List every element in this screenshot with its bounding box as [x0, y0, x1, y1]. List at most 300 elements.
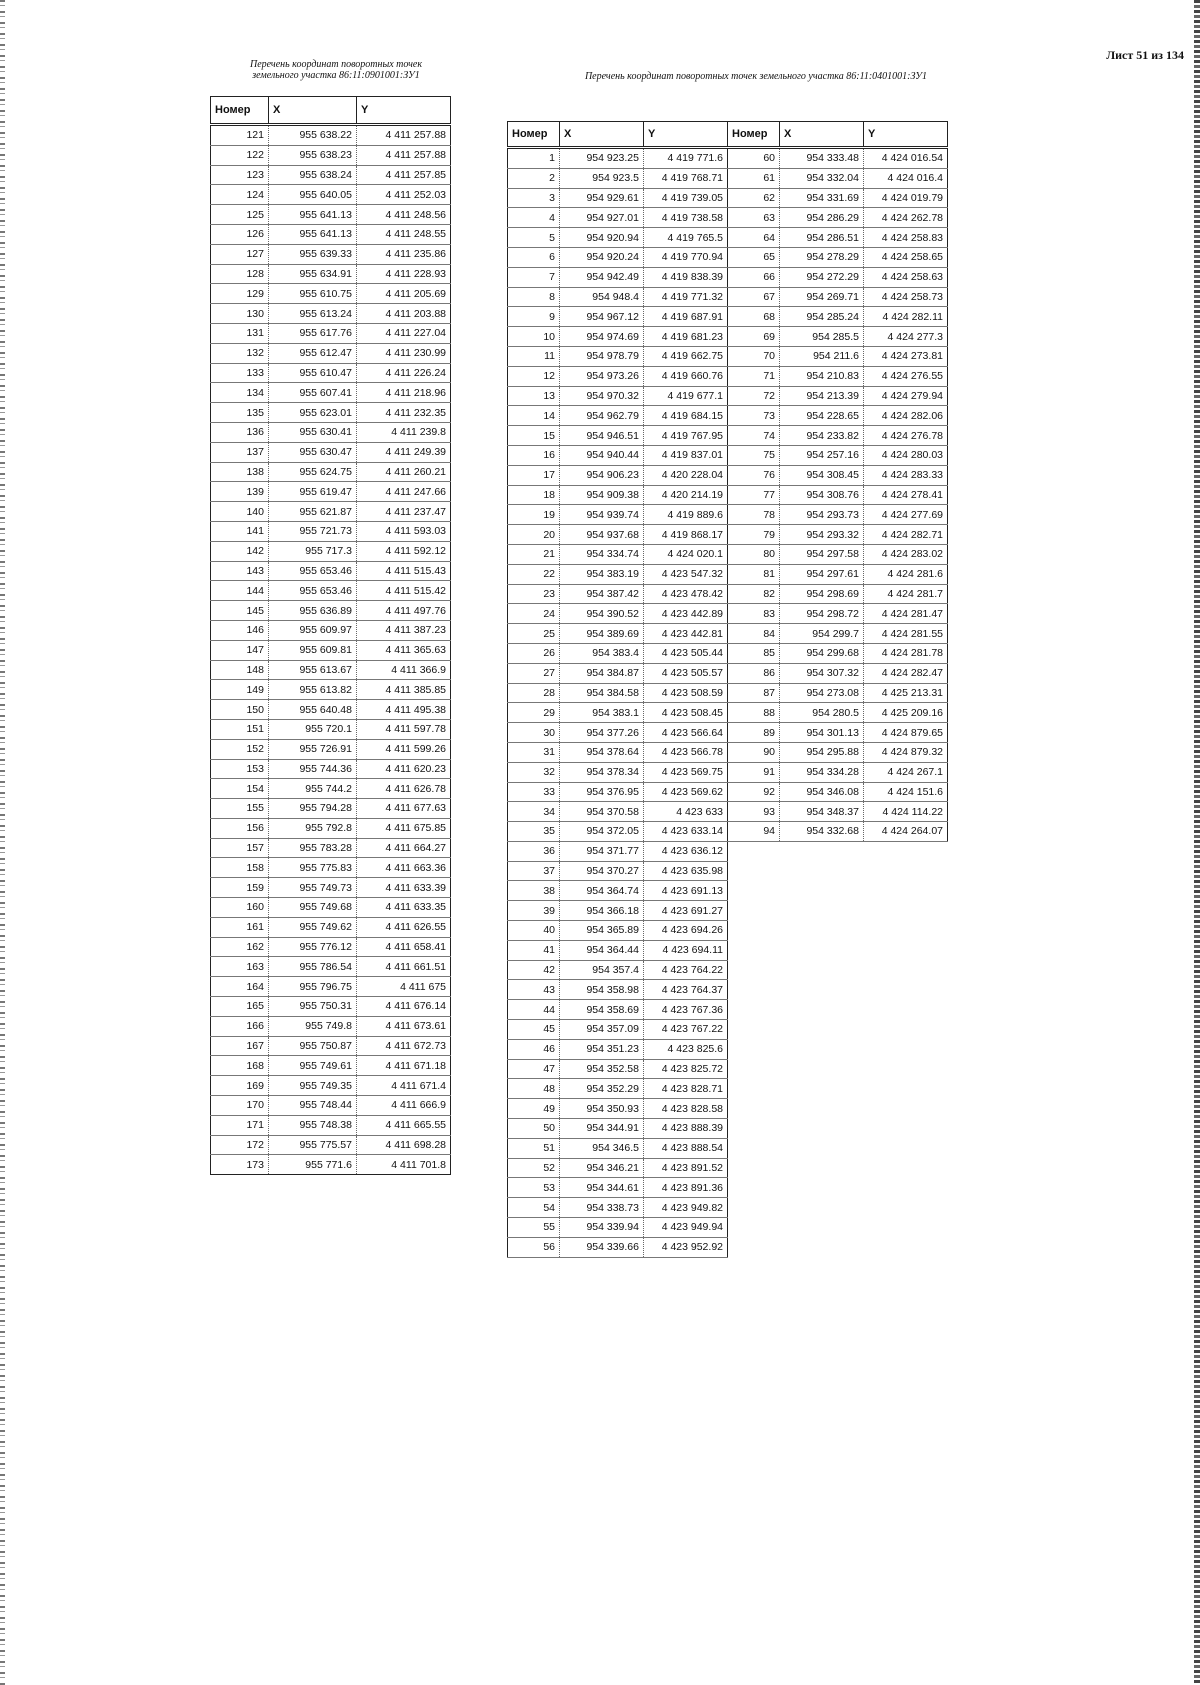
table-cell: 954 384.58 [560, 683, 644, 703]
table-cell: 61 [728, 168, 780, 188]
table-cell: 4 424 258.83 [864, 228, 948, 248]
table-cell: 954 973.26 [560, 366, 644, 386]
table-cell: 954 920.24 [560, 247, 644, 267]
table-cell: 954 970.32 [560, 386, 644, 406]
table-cell: 955 607.41 [269, 383, 357, 403]
table-cell: 68 [728, 307, 780, 327]
table-cell: 49 [508, 1099, 560, 1119]
table-cell: 4 423 633.14 [644, 822, 728, 842]
table-cell: 954 351.23 [560, 1039, 644, 1059]
table-cell [864, 1020, 948, 1040]
table-cell: 4 411 239.8 [357, 422, 451, 442]
table-row [211, 284, 451, 304]
table-cell: 4 424 016.54 [864, 148, 948, 169]
table-cell: 4 411 626.55 [357, 917, 451, 937]
table-cell: 954 295.88 [780, 742, 864, 762]
table-cell: 124 [211, 185, 269, 205]
table-cell: 39 [508, 901, 560, 921]
table-cell: 954 948.4 [560, 287, 644, 307]
table-cell: 171 [211, 1115, 269, 1135]
table-cell: 63 [728, 208, 780, 228]
table-cell: 954 272.29 [780, 267, 864, 287]
table-cell: 954 923.5 [560, 168, 644, 188]
table-cell: 14 [508, 406, 560, 426]
table-cell: 4 [508, 208, 560, 228]
table-cell: 954 376.95 [560, 782, 644, 802]
table-cell: 954 273.08 [780, 683, 864, 703]
table-cell: 148 [211, 660, 269, 680]
table-cell: 955 721.73 [269, 521, 357, 541]
table-cell: 51 [508, 1138, 560, 1158]
table-row [211, 640, 451, 660]
table-row [211, 977, 451, 997]
table-row [211, 502, 451, 522]
table-cell [728, 1158, 780, 1178]
table-row [211, 462, 451, 482]
header-y: Y [357, 97, 451, 125]
table-cell: 954 940.44 [560, 445, 644, 465]
table-row [508, 168, 948, 188]
table-row [508, 465, 948, 485]
table-row [211, 680, 451, 700]
table-row [211, 323, 451, 343]
table-cell: 4 423 505.57 [644, 663, 728, 683]
table-cell: 67 [728, 287, 780, 307]
table-cell [780, 1198, 864, 1218]
table-cell [780, 1059, 864, 1079]
table-cell: 4 411 599.26 [357, 739, 451, 759]
table-cell [728, 940, 780, 960]
table-cell: 954 387.42 [560, 584, 644, 604]
table-cell: 4 423 888.39 [644, 1119, 728, 1139]
table-cell: 4 411 248.55 [357, 224, 451, 244]
table-cell: 4 419 838.39 [644, 267, 728, 287]
table-row [508, 980, 948, 1000]
table-cell: 4 423 442.89 [644, 604, 728, 624]
table-cell: 172 [211, 1135, 269, 1155]
table-cell: 27 [508, 663, 560, 683]
table-cell: 4 411 385.85 [357, 680, 451, 700]
table-cell: 954 378.34 [560, 762, 644, 782]
table-cell: 954 358.98 [560, 980, 644, 1000]
table-cell: 4 411 666.9 [357, 1096, 451, 1116]
table-cell: 954 366.18 [560, 901, 644, 921]
table-cell: 60 [728, 148, 780, 169]
table-cell: 65 [728, 247, 780, 267]
table-cell [864, 1237, 948, 1257]
table-cell: 4 423 767.36 [644, 1000, 728, 1020]
table-cell: 41 [508, 940, 560, 960]
table-row [211, 759, 451, 779]
table-cell: 4 411 626.78 [357, 779, 451, 799]
table-cell: 954 370.58 [560, 802, 644, 822]
table-cell [728, 901, 780, 921]
table-cell: 955 640.48 [269, 700, 357, 720]
table-cell [780, 1039, 864, 1059]
table-cell: 954 333.48 [780, 148, 864, 169]
table-cell: 86 [728, 663, 780, 683]
table-cell: 138 [211, 462, 269, 482]
table-cell [864, 901, 948, 921]
table-cell: 955 653.46 [269, 581, 357, 601]
table-row [508, 1198, 948, 1218]
table-cell [864, 1079, 948, 1099]
table-cell: 955 749.73 [269, 878, 357, 898]
table-cell: 955 634.91 [269, 264, 357, 284]
table-cell: 4 411 593.03 [357, 521, 451, 541]
table-row [211, 799, 451, 819]
table-cell: 954 906.23 [560, 465, 644, 485]
table-cell [728, 1237, 780, 1257]
table-cell: 954 211.6 [780, 346, 864, 366]
table-cell: 4 423 888.54 [644, 1138, 728, 1158]
table-row [211, 917, 451, 937]
table-cell: 4 424 281.6 [864, 564, 948, 584]
table-cell [864, 1000, 948, 1020]
table-cell: 132 [211, 343, 269, 363]
table-cell: 954 334.28 [780, 762, 864, 782]
table-row [508, 445, 948, 465]
table-cell: 955 613.24 [269, 304, 357, 324]
table-row [211, 422, 451, 442]
table-cell: 4 411 675.85 [357, 818, 451, 838]
table-cell: 4 419 771.32 [644, 287, 728, 307]
table-cell: 160 [211, 898, 269, 918]
table-cell: 4 411 249.39 [357, 442, 451, 462]
table-cell: 954 370.27 [560, 861, 644, 881]
table-row [508, 1237, 948, 1257]
table-cell: 92 [728, 782, 780, 802]
table-cell: 954 384.87 [560, 663, 644, 683]
table-cell [864, 1138, 948, 1158]
table-row [508, 1039, 948, 1059]
table-cell: 4 423 825.72 [644, 1059, 728, 1079]
table-row [508, 307, 948, 327]
table-cell: 4 411 248.56 [357, 205, 451, 225]
table-cell: 954 308.76 [780, 485, 864, 505]
table-cell: 36 [508, 841, 560, 861]
table-cell: 4 424 281.55 [864, 624, 948, 644]
table-cell: 954 344.61 [560, 1178, 644, 1198]
table-cell: 88 [728, 703, 780, 723]
table-cell: 38 [508, 881, 560, 901]
table-cell: 955 636.89 [269, 601, 357, 621]
table-cell: 4 411 387.23 [357, 620, 451, 640]
table-row [508, 247, 948, 267]
table-cell: 4 419 662.75 [644, 346, 728, 366]
table-cell: 954 338.73 [560, 1198, 644, 1218]
table-cell: 43 [508, 980, 560, 1000]
table-cell: 4 424 282.47 [864, 663, 948, 683]
table-cell: 90 [728, 742, 780, 762]
table-cell: 954 383.1 [560, 703, 644, 723]
table-cell: 955 630.41 [269, 422, 357, 442]
table-cell [728, 921, 780, 941]
table-cell: 954 974.69 [560, 327, 644, 347]
table-cell: 955 771.6 [269, 1155, 357, 1175]
table-row [211, 1056, 451, 1076]
table-cell: 4 423 633 [644, 802, 728, 822]
table-cell: 954 228.65 [780, 406, 864, 426]
table-header-row [508, 122, 948, 148]
table-cell: 955 748.44 [269, 1096, 357, 1116]
table-cell: 954 334.74 [560, 544, 644, 564]
table-cell: 4 423 508.45 [644, 703, 728, 723]
header-y: Y [644, 122, 728, 148]
table-cell [864, 1198, 948, 1218]
table-row [211, 363, 451, 383]
table-cell: 134 [211, 383, 269, 403]
table-header-row [211, 97, 451, 125]
table-cell: 4 423 764.37 [644, 980, 728, 1000]
table-cell [780, 901, 864, 921]
table-row [211, 224, 451, 244]
table-cell: 4 411 661.51 [357, 957, 451, 977]
table-cell: 955 624.75 [269, 462, 357, 482]
table-cell: 4 424 276.78 [864, 426, 948, 446]
table-cell: 4 423 949.82 [644, 1198, 728, 1218]
table-cell: 955 749.68 [269, 898, 357, 918]
table-row [211, 482, 451, 502]
table-cell: 4 424 280.03 [864, 445, 948, 465]
table-cell: 87 [728, 683, 780, 703]
table-cell: 4 423 636.12 [644, 841, 728, 861]
table-row [508, 723, 948, 743]
table-cell: 130 [211, 304, 269, 324]
table-cell: 954 297.58 [780, 544, 864, 564]
table-cell: 150 [211, 700, 269, 720]
table-cell: 4 411 671.4 [357, 1076, 451, 1096]
table-cell: 954 285.5 [780, 327, 864, 347]
table-cell: 955 744.36 [269, 759, 357, 779]
table-row [508, 643, 948, 663]
table-cell: 4 411 664.27 [357, 838, 451, 858]
table-cell: 4 424 879.32 [864, 742, 948, 762]
table-row [508, 822, 948, 842]
table-cell: 954 213.39 [780, 386, 864, 406]
table-cell: 955 750.31 [269, 997, 357, 1017]
table-row [211, 383, 451, 403]
table-cell: 164 [211, 977, 269, 997]
table-cell: 34 [508, 802, 560, 822]
table-cell: 84 [728, 624, 780, 644]
table-cell: 4 424 276.55 [864, 366, 948, 386]
table-cell: 4 411 515.43 [357, 561, 451, 581]
table-cell: 6 [508, 247, 560, 267]
table-cell: 954 297.61 [780, 564, 864, 584]
table-cell [728, 1099, 780, 1119]
table-cell: 955 641.13 [269, 224, 357, 244]
table-cell: 955 610.47 [269, 363, 357, 383]
table-cell: 954 339.66 [560, 1237, 644, 1257]
table-cell: 4 411 230.99 [357, 343, 451, 363]
table-cell: 66 [728, 267, 780, 287]
table-cell: 55 [508, 1218, 560, 1238]
table-cell [780, 1138, 864, 1158]
table-row [211, 581, 451, 601]
table-row [211, 442, 451, 462]
table-cell: 955 610.75 [269, 284, 357, 304]
table-cell: 4 419 677.1 [644, 386, 728, 406]
table-cell: 954 383.4 [560, 643, 644, 663]
table-cell: 91 [728, 762, 780, 782]
table-cell [780, 1000, 864, 1020]
table-cell: 955 749.35 [269, 1076, 357, 1096]
table-cell: 4 419 771.6 [644, 148, 728, 169]
table-cell: 4 419 889.6 [644, 505, 728, 525]
table-row [211, 541, 451, 561]
table-cell [864, 1119, 948, 1139]
table-cell: 954 358.69 [560, 1000, 644, 1020]
table-cell: 56 [508, 1237, 560, 1257]
table-cell: 955 775.57 [269, 1135, 357, 1155]
table-row [508, 426, 948, 446]
table-row [508, 881, 948, 901]
table-cell: 29 [508, 703, 560, 723]
table-cell: 955 609.97 [269, 620, 357, 640]
table-cell: 128 [211, 264, 269, 284]
table-cell: 4 419 770.94 [644, 247, 728, 267]
table-cell: 166 [211, 1016, 269, 1036]
table-cell: 35 [508, 822, 560, 842]
table-cell [780, 1178, 864, 1198]
table-cell: 954 923.25 [560, 148, 644, 169]
table-cell [728, 881, 780, 901]
table-cell: 145 [211, 601, 269, 621]
table-cell: 4 423 566.64 [644, 723, 728, 743]
table-cell: 955 794.28 [269, 799, 357, 819]
table-cell: 955 749.61 [269, 1056, 357, 1076]
table-cell: 85 [728, 643, 780, 663]
table-cell: 4 419 765.5 [644, 228, 728, 248]
table-cell: 954 929.61 [560, 188, 644, 208]
table-cell [780, 1119, 864, 1139]
table-cell: 4 423 694.11 [644, 940, 728, 960]
table-row [211, 838, 451, 858]
table-cell: 52 [508, 1158, 560, 1178]
table-cell [728, 1198, 780, 1218]
table-cell: 4 423 952.92 [644, 1237, 728, 1257]
table-cell [728, 841, 780, 861]
table-cell: 954 371.77 [560, 841, 644, 861]
table-cell: 955 641.13 [269, 205, 357, 225]
table-cell: 163 [211, 957, 269, 977]
table-cell: 122 [211, 145, 269, 165]
table-cell [864, 1099, 948, 1119]
table-cell: 954 293.73 [780, 505, 864, 525]
table-cell: 146 [211, 620, 269, 640]
table-row [211, 739, 451, 759]
table-row [211, 1036, 451, 1056]
table-row [508, 188, 948, 208]
table-cell [728, 1059, 780, 1079]
table-row [211, 898, 451, 918]
table-row [211, 660, 451, 680]
table-row [211, 1115, 451, 1135]
table-cell: 955 638.23 [269, 145, 357, 165]
table-cell: 954 372.05 [560, 822, 644, 842]
table-cell [864, 1158, 948, 1178]
table-row [211, 521, 451, 541]
table-cell: 955 726.91 [269, 739, 357, 759]
table-cell: 4 411 676.14 [357, 997, 451, 1017]
table-row [211, 779, 451, 799]
table-row [211, 403, 451, 423]
table-cell [780, 881, 864, 901]
table-cell: 4 411 228.93 [357, 264, 451, 284]
table-cell: 954 332.68 [780, 822, 864, 842]
table-cell: 4 424 879.65 [864, 723, 948, 743]
header-number: Номер [728, 122, 780, 148]
table-cell [780, 960, 864, 980]
table-cell: 4 411 205.69 [357, 284, 451, 304]
table-cell: 170 [211, 1096, 269, 1116]
table-cell [728, 1138, 780, 1158]
table-cell: 4 419 660.76 [644, 366, 728, 386]
table-row [508, 742, 948, 762]
table-cell [780, 1218, 864, 1238]
table-cell: 70 [728, 346, 780, 366]
table-cell: 4 411 597.78 [357, 719, 451, 739]
table-row [508, 1158, 948, 1178]
table-cell: 4 425 209.16 [864, 703, 948, 723]
table-cell [728, 1000, 780, 1020]
table-cell: 4 424 282.11 [864, 307, 948, 327]
table-row [211, 719, 451, 739]
table-cell: 954 937.68 [560, 525, 644, 545]
table-cell: 26 [508, 643, 560, 663]
table-cell: 25 [508, 624, 560, 644]
table-cell: 4 411 701.8 [357, 1155, 451, 1175]
table-row [508, 901, 948, 921]
table-cell: 954 339.94 [560, 1218, 644, 1238]
table-cell: 28 [508, 683, 560, 703]
table-cell: 4 423 569.62 [644, 782, 728, 802]
table-row [508, 940, 948, 960]
table-cell: 954 233.82 [780, 426, 864, 446]
table-row [211, 561, 451, 581]
table-cell: 135 [211, 403, 269, 423]
table-cell: 54 [508, 1198, 560, 1218]
table-cell: 78 [728, 505, 780, 525]
table-cell: 94 [728, 822, 780, 842]
table-cell: 24 [508, 604, 560, 624]
scan-edge-right [1194, 0, 1200, 1685]
table-cell: 4 411 633.39 [357, 878, 451, 898]
table-cell: 20 [508, 525, 560, 545]
table-cell: 954 293.32 [780, 525, 864, 545]
table-cell: 954 962.79 [560, 406, 644, 426]
table-cell: 4 411 663.36 [357, 858, 451, 878]
table-row [508, 1119, 948, 1139]
table-cell: 4 411 497.76 [357, 601, 451, 621]
table-cell: 4 424 151.6 [864, 782, 948, 802]
table-cell: 955 749.62 [269, 917, 357, 937]
table-cell: 955 623.01 [269, 403, 357, 423]
table-cell: 89 [728, 723, 780, 743]
table-cell: 4 424 278.41 [864, 485, 948, 505]
table-cell: 954 301.13 [780, 723, 864, 743]
table-cell: 32 [508, 762, 560, 782]
table-cell: 4 423 764.22 [644, 960, 728, 980]
table-cell: 954 278.29 [780, 247, 864, 267]
table-cell: 46 [508, 1039, 560, 1059]
sheet-number: Лист 51 из 134 [1106, 48, 1184, 62]
table-cell: 954 390.52 [560, 604, 644, 624]
table-cell: 4 411 366.9 [357, 660, 451, 680]
table-cell: 42 [508, 960, 560, 980]
table-cell: 151 [211, 719, 269, 739]
